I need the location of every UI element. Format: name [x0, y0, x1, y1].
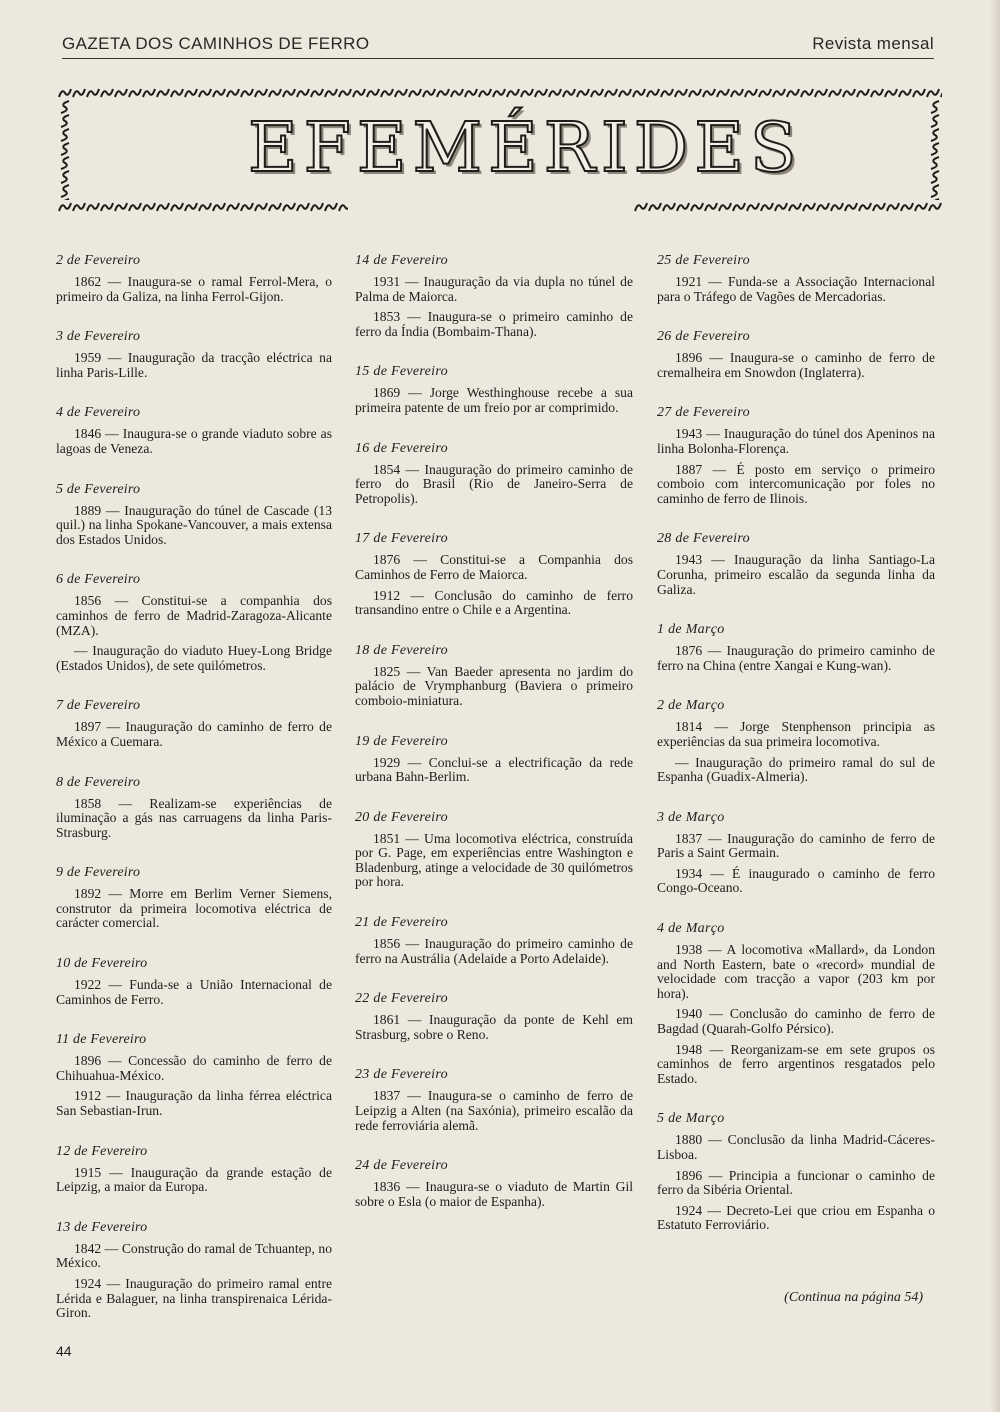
date-heading: 15 de Fevereiro — [355, 364, 448, 380]
date-section — [355, 809, 633, 890]
journal-subtitle: Revista mensal — [812, 34, 934, 53]
date-section — [56, 955, 332, 1007]
date-section — [657, 920, 935, 1086]
date-section — [56, 864, 332, 931]
event-entry: 1948 — Reorganizam-se em sete grupos os caminhos de ferro argentinos resgatados pelo Estado. — [657, 1041, 935, 1086]
date-section — [355, 440, 633, 507]
column-2 — [355, 252, 633, 1233]
event-entry: 1869 — Jorge Westhinghouse recebe a sua primeira patente de um freio por ar comprimido. — [355, 385, 633, 415]
event-entry: 1880 — Conclusão da linha Madrid-Cáceres-Lisboa. — [657, 1132, 935, 1162]
event-entry: 1938 — A locomotiva «Mallard», da London and North Eastern, bate o «record» mundial de velocidade com tracção a vapor (203 km por hora). — [657, 942, 935, 1001]
date-heading: 3 de Fevereiro — [56, 329, 141, 345]
date-section — [56, 1219, 332, 1321]
event-entry: 1842 — Construção do ramal de Tchuantep, no México. — [56, 1240, 332, 1271]
continuation-note: (Continua na página 54) — [784, 1290, 923, 1305]
event-entry: 1889 — Inauguração do túnel de Cascade (13 quil.) na linha Spokane-Vancouver, a mais extensa dos Estados Unidos. — [56, 502, 332, 547]
date-heading: 20 de Fevereiro — [355, 809, 448, 825]
date-section — [355, 1157, 633, 1209]
date-heading: 22 de Fevereiro — [355, 991, 448, 1007]
event-entry: 1924 — Inauguração do primeiro ramal entre Lérida e Balaguer, na linha transpirenaica Lérida-Giron. — [56, 1276, 332, 1321]
event-entry: 1929 — Conclui-se a electrificação da rede urbana Bahn-Berlim. — [355, 754, 633, 785]
date-section — [355, 642, 633, 709]
page-title: EFEMÉRIDES — [248, 109, 803, 188]
date-section — [56, 481, 332, 548]
event-entry: 1856 — Constitui-se a companhia dos caminhos de ferro de Madrid-Zaragoza-Alicante (MZA). — [56, 593, 332, 638]
event-entry: 1861 — Inauguração da ponte de Kehl em Strasburg, sobre o Reno. — [355, 1012, 633, 1042]
date-heading: 28 de Fevereiro — [657, 531, 750, 547]
date-heading: 26 de Fevereiro — [657, 329, 750, 345]
date-heading: 10 de Fevereiro — [56, 956, 148, 972]
page-edge — [990, 0, 1000, 1412]
date-heading: 17 de Fevereiro — [355, 531, 448, 547]
date-section — [355, 914, 633, 966]
ornament-border-bottom-left — [58, 200, 348, 214]
event-entry: — Inauguração do primeiro ramal do sul de Espanha (Guadix-Almeria). — [657, 754, 935, 785]
date-section — [355, 252, 633, 339]
date-heading: 2 de Fevereiro — [56, 253, 141, 268]
date-heading: 19 de Fevereiro — [355, 733, 448, 749]
running-header — [62, 30, 934, 59]
date-section — [355, 363, 633, 415]
event-entry: 1912 — Inauguração da linha férrea eléctrica San Sebastian-Irun. — [56, 1088, 332, 1119]
event-entry: 1837 — Inauguração do caminho de ferro de Paris a Saint Germain. — [657, 830, 935, 861]
event-entry: 1921 — Funda-se a Associação Internacional para o Tráfego de Vagões de Mercadorias. — [657, 274, 935, 304]
date-heading: 1 de Março — [657, 622, 725, 638]
event-entry: 1934 — É inaugurado o caminho de ferro Congo-Oceano. — [657, 865, 935, 896]
date-section — [56, 1031, 332, 1118]
journal-title: GAZETA DOS CAMINHOS DE FERRO — [62, 34, 370, 53]
date-heading: 11 de Fevereiro — [56, 1032, 147, 1048]
date-heading: 12 de Fevereiro — [56, 1143, 148, 1159]
date-heading: 24 de Fevereiro — [355, 1158, 448, 1174]
date-heading: 18 de Fevereiro — [355, 642, 448, 658]
event-entry: 1940 — Conclusão do caminho de ferro de Bagdad (Quarah-Golfo Pérsico). — [657, 1006, 935, 1037]
date-heading: 5 de Fevereiro — [56, 481, 141, 497]
event-entry: 1922 — Funda-se a União Internacional de Caminhos de Ferro. — [56, 977, 332, 1007]
event-entry: 1896 — Concessão do caminho de ferro de Chihuahua-México. — [56, 1053, 332, 1083]
event-entry: 1959 — Inauguração da tracção eléctrica na linha Paris-Lille. — [56, 350, 332, 380]
date-heading: 25 de Fevereiro — [657, 253, 750, 268]
event-entry: 1943 — Inauguração do túnel dos Apeninos na linha Bolonha-Florença. — [657, 426, 935, 456]
event-entry: 1862 — Inaugura-se o ramal Ferrol-Mera, o primeiro da Galiza, na linha Ferrol-Gijon. — [56, 274, 332, 304]
column-1 — [56, 252, 332, 1345]
date-heading: 23 de Fevereiro — [355, 1067, 448, 1083]
date-section — [355, 733, 633, 785]
event-entry: 1876 — Constitui-se a Companhia dos Caminhos de Ferro de Maiorca. — [355, 552, 633, 582]
event-entry: 1837 — Inaugura-se o caminho de ferro de Leipzig a Alten (na Saxónia), primeiro escalão da rede ferroviária alemã. — [355, 1088, 633, 1133]
date-section — [657, 1110, 935, 1233]
date-heading: 7 de Fevereiro — [56, 698, 141, 714]
event-entry: 1853 — Inaugura-se o primeiro caminho de ferro da Índia (Bombaim-Thana). — [355, 309, 633, 339]
date-section — [657, 252, 935, 304]
date-section — [56, 697, 332, 749]
event-entry: 1814 — Jorge Stenphenson principia as experiências da sua primeira locomotiva. — [657, 719, 935, 749]
date-heading: 27 de Fevereiro — [657, 405, 750, 421]
date-section — [56, 252, 332, 304]
event-entry: 1851 — Uma locomotiva eléctrica, construída por G. Page, em experiências entre Washington e Bladenburg, atinge a velocidade de 30 quilómetros por hora. — [355, 830, 633, 890]
date-section — [657, 809, 935, 896]
event-entry: 1931 — Inauguração da via dupla no túnel de Palma de Maiorca. — [355, 274, 633, 304]
ornament-border-right — [928, 100, 942, 200]
event-entry: 1892 — Morre em Berlim Verner Siemens, construtor da primeira locomotiva eléctrica de carácter comercial. — [56, 886, 332, 931]
event-entry: 1943 — Inauguração da linha Santiago-La Corunha, primeiro escalão da segunda linha da Galiza. — [657, 552, 935, 597]
column-3 — [657, 252, 935, 1257]
date-section — [355, 1066, 633, 1133]
event-entry: 1846 — Inaugura-se o grande viaduto sobre as lagoas de Veneza. — [56, 426, 332, 456]
title-banner — [58, 86, 942, 214]
event-entry: 1876 — Inauguração do primeiro caminho de ferro na China (entre Xangai e Kung-wan). — [657, 643, 935, 673]
date-heading: 14 de Fevereiro — [355, 253, 448, 268]
event-entry: 1836 — Inaugura-se o viaduto de Martin Gil sobre o Esla (o maior de Espanha). — [355, 1179, 633, 1209]
date-section — [657, 621, 935, 673]
date-section — [657, 328, 935, 380]
date-heading: 8 de Fevereiro — [56, 774, 141, 790]
date-section — [657, 530, 935, 597]
event-entry: 1896 — Inaugura-se o caminho de ferro de cremalheira em Snowdon (Inglaterra). — [657, 350, 935, 380]
date-section — [355, 990, 633, 1042]
event-entry: 1825 — Van Baeder apresenta no jardim do palácio de Vrymphanburg (Baviera o primeiro comboio-miniatura. — [355, 663, 633, 708]
page-number: 44 — [56, 1343, 72, 1359]
event-entry: 1915 — Inauguração da grande estação de Leipzig, a maior da Europa. — [56, 1164, 332, 1195]
ornament-border-left — [58, 100, 72, 200]
date-heading: 4 de Março — [657, 921, 725, 937]
date-heading: 3 de Março — [657, 809, 725, 825]
date-heading: 6 de Fevereiro — [56, 572, 141, 588]
date-section — [56, 404, 332, 456]
date-section — [355, 530, 633, 617]
event-entry: — Inauguração do viaduto Huey-Long Bridge (Estados Unidos), de sete quilómetros. — [56, 643, 332, 673]
date-heading: 21 de Fevereiro — [355, 915, 448, 931]
event-entry: 1854 — Inauguração do primeiro caminho de ferro do Brasil (Rio de Janeiro-Serra de Petropolis). — [355, 461, 633, 506]
date-heading: 9 de Fevereiro — [56, 865, 141, 881]
date-heading: 2 de Março — [657, 698, 725, 714]
ornament-border-top — [58, 86, 942, 100]
event-entry: 1887 — É posto em serviço o primeiro comboio com intercomunicação por foles no caminho de ferro de Ilinois. — [657, 461, 935, 506]
event-entry: 1924 — Decreto-Lei que criou em Espanha o Estatuto Ferroviário. — [657, 1202, 935, 1233]
date-heading: 5 de Março — [657, 1111, 725, 1127]
date-section — [657, 697, 935, 784]
date-heading: 16 de Fevereiro — [355, 440, 448, 456]
date-section — [56, 1143, 332, 1195]
event-entry: 1858 — Realizam-se experiências de iluminação a gás nas carruagens da linha Paris-Strasburg. — [56, 795, 332, 840]
date-section — [657, 404, 935, 506]
date-heading: 4 de Fevereiro — [56, 405, 141, 421]
event-entry: 1856 — Inauguração do primeiro caminho de ferro na Austrália (Adelaide a Porto Adelaide). — [355, 936, 633, 966]
date-section — [56, 774, 332, 841]
date-heading: 13 de Fevereiro — [56, 1219, 148, 1235]
ornament-border-bottom-right — [634, 200, 942, 214]
date-section — [56, 328, 332, 380]
event-entry: 1897 — Inauguração do caminho de ferro de México a Cuemara. — [56, 719, 332, 749]
event-entry: 1912 — Conclusão do caminho de ferro transandino entre o Chile e a Argentina. — [355, 587, 633, 618]
date-section — [56, 571, 332, 673]
event-entry: 1896 — Principia a funcionar o caminho de ferro da Sibéria Oriental. — [657, 1167, 935, 1198]
